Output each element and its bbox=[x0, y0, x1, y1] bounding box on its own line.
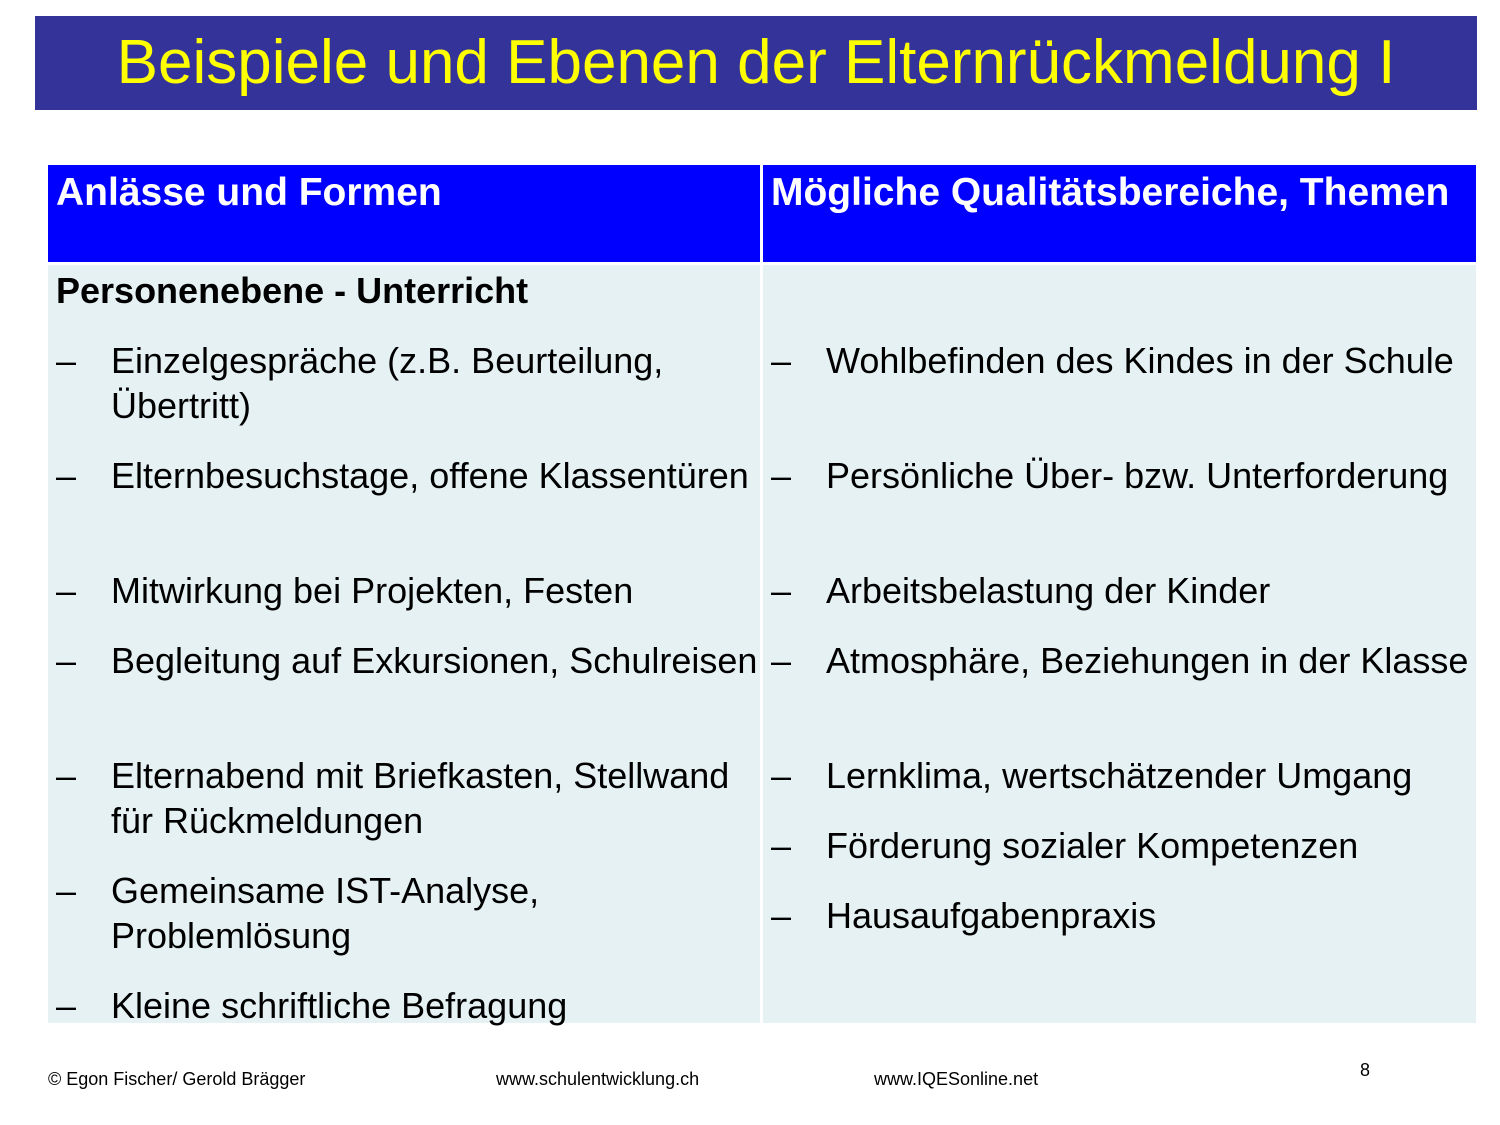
list-item-text: Hausaufgabenpraxis bbox=[826, 895, 1157, 936]
list-item-text: Persönliche Über- bzw. Unterforderung bbox=[826, 455, 1449, 496]
list-item-text: Kleine schriftliche Befragung bbox=[111, 985, 568, 1026]
page-number: 8 bbox=[1360, 1060, 1371, 1080]
list-item-text: Elternabend mit Briefkasten, Stellwand für Rückmeldungen bbox=[111, 755, 730, 841]
dash-icon: – bbox=[56, 985, 77, 1026]
dash-icon: – bbox=[771, 455, 792, 496]
dash-icon: – bbox=[56, 640, 77, 681]
dash-icon: – bbox=[771, 340, 792, 381]
list-item-text: Förderung sozialer Kompetenzen bbox=[826, 825, 1359, 866]
dash-icon: – bbox=[56, 755, 77, 796]
list-item-text: Einzelgespräche (z.B. Beurteilung, Übertritt) bbox=[111, 340, 664, 426]
title-bar bbox=[35, 16, 1477, 110]
dash-icon: – bbox=[771, 895, 792, 936]
footer-website-link[interactable]: www.IQESonline.net bbox=[874, 1069, 1039, 1089]
list-item-text: Arbeitsbelastung der Kinder bbox=[826, 570, 1271, 611]
dash-icon: – bbox=[56, 870, 77, 911]
list-item-text: Begleitung auf Exkursionen, Schulreisen bbox=[111, 640, 758, 681]
dash-icon: – bbox=[56, 455, 77, 496]
left-column bbox=[48, 265, 760, 1026]
dash-icon: – bbox=[771, 570, 792, 611]
list-item-text: Wohlbefinden des Kindes in der Schule bbox=[826, 340, 1454, 381]
header-right: Mögliche Qualitätsbereiche, Themen bbox=[763, 165, 1476, 262]
content-table bbox=[48, 165, 1476, 1026]
list-item-text: Elternbesuchstage, offene Klassentüren bbox=[111, 455, 749, 496]
dash-icon: – bbox=[771, 755, 792, 796]
list-item-text: Lernklima, wertschätzender Umgang bbox=[826, 755, 1413, 796]
list-item-text: Gemeinsame IST-Analyse, Problemlösung bbox=[111, 870, 540, 956]
dash-icon: – bbox=[771, 640, 792, 681]
header-left: Anlässe und Formen bbox=[48, 165, 760, 262]
dash-icon: – bbox=[56, 340, 77, 381]
dash-icon: – bbox=[771, 825, 792, 866]
section-heading: Personenebene - Unterricht bbox=[56, 270, 529, 311]
list-item-text: Atmosphäre, Beziehungen in der Klasse bbox=[826, 640, 1469, 681]
list-item-text: Mitwirkung bei Projekten, Festen bbox=[111, 570, 634, 611]
slide-title: Beispiele und Ebenen der Elternrückmeldung I bbox=[116, 28, 1396, 97]
dash-icon: – bbox=[56, 570, 77, 611]
footer-copyright: © Egon Fischer/ Gerold Brägger bbox=[48, 1069, 306, 1089]
right-column bbox=[763, 265, 1476, 1023]
footer-website-link[interactable]: www.schulentwicklung.ch bbox=[496, 1069, 700, 1089]
